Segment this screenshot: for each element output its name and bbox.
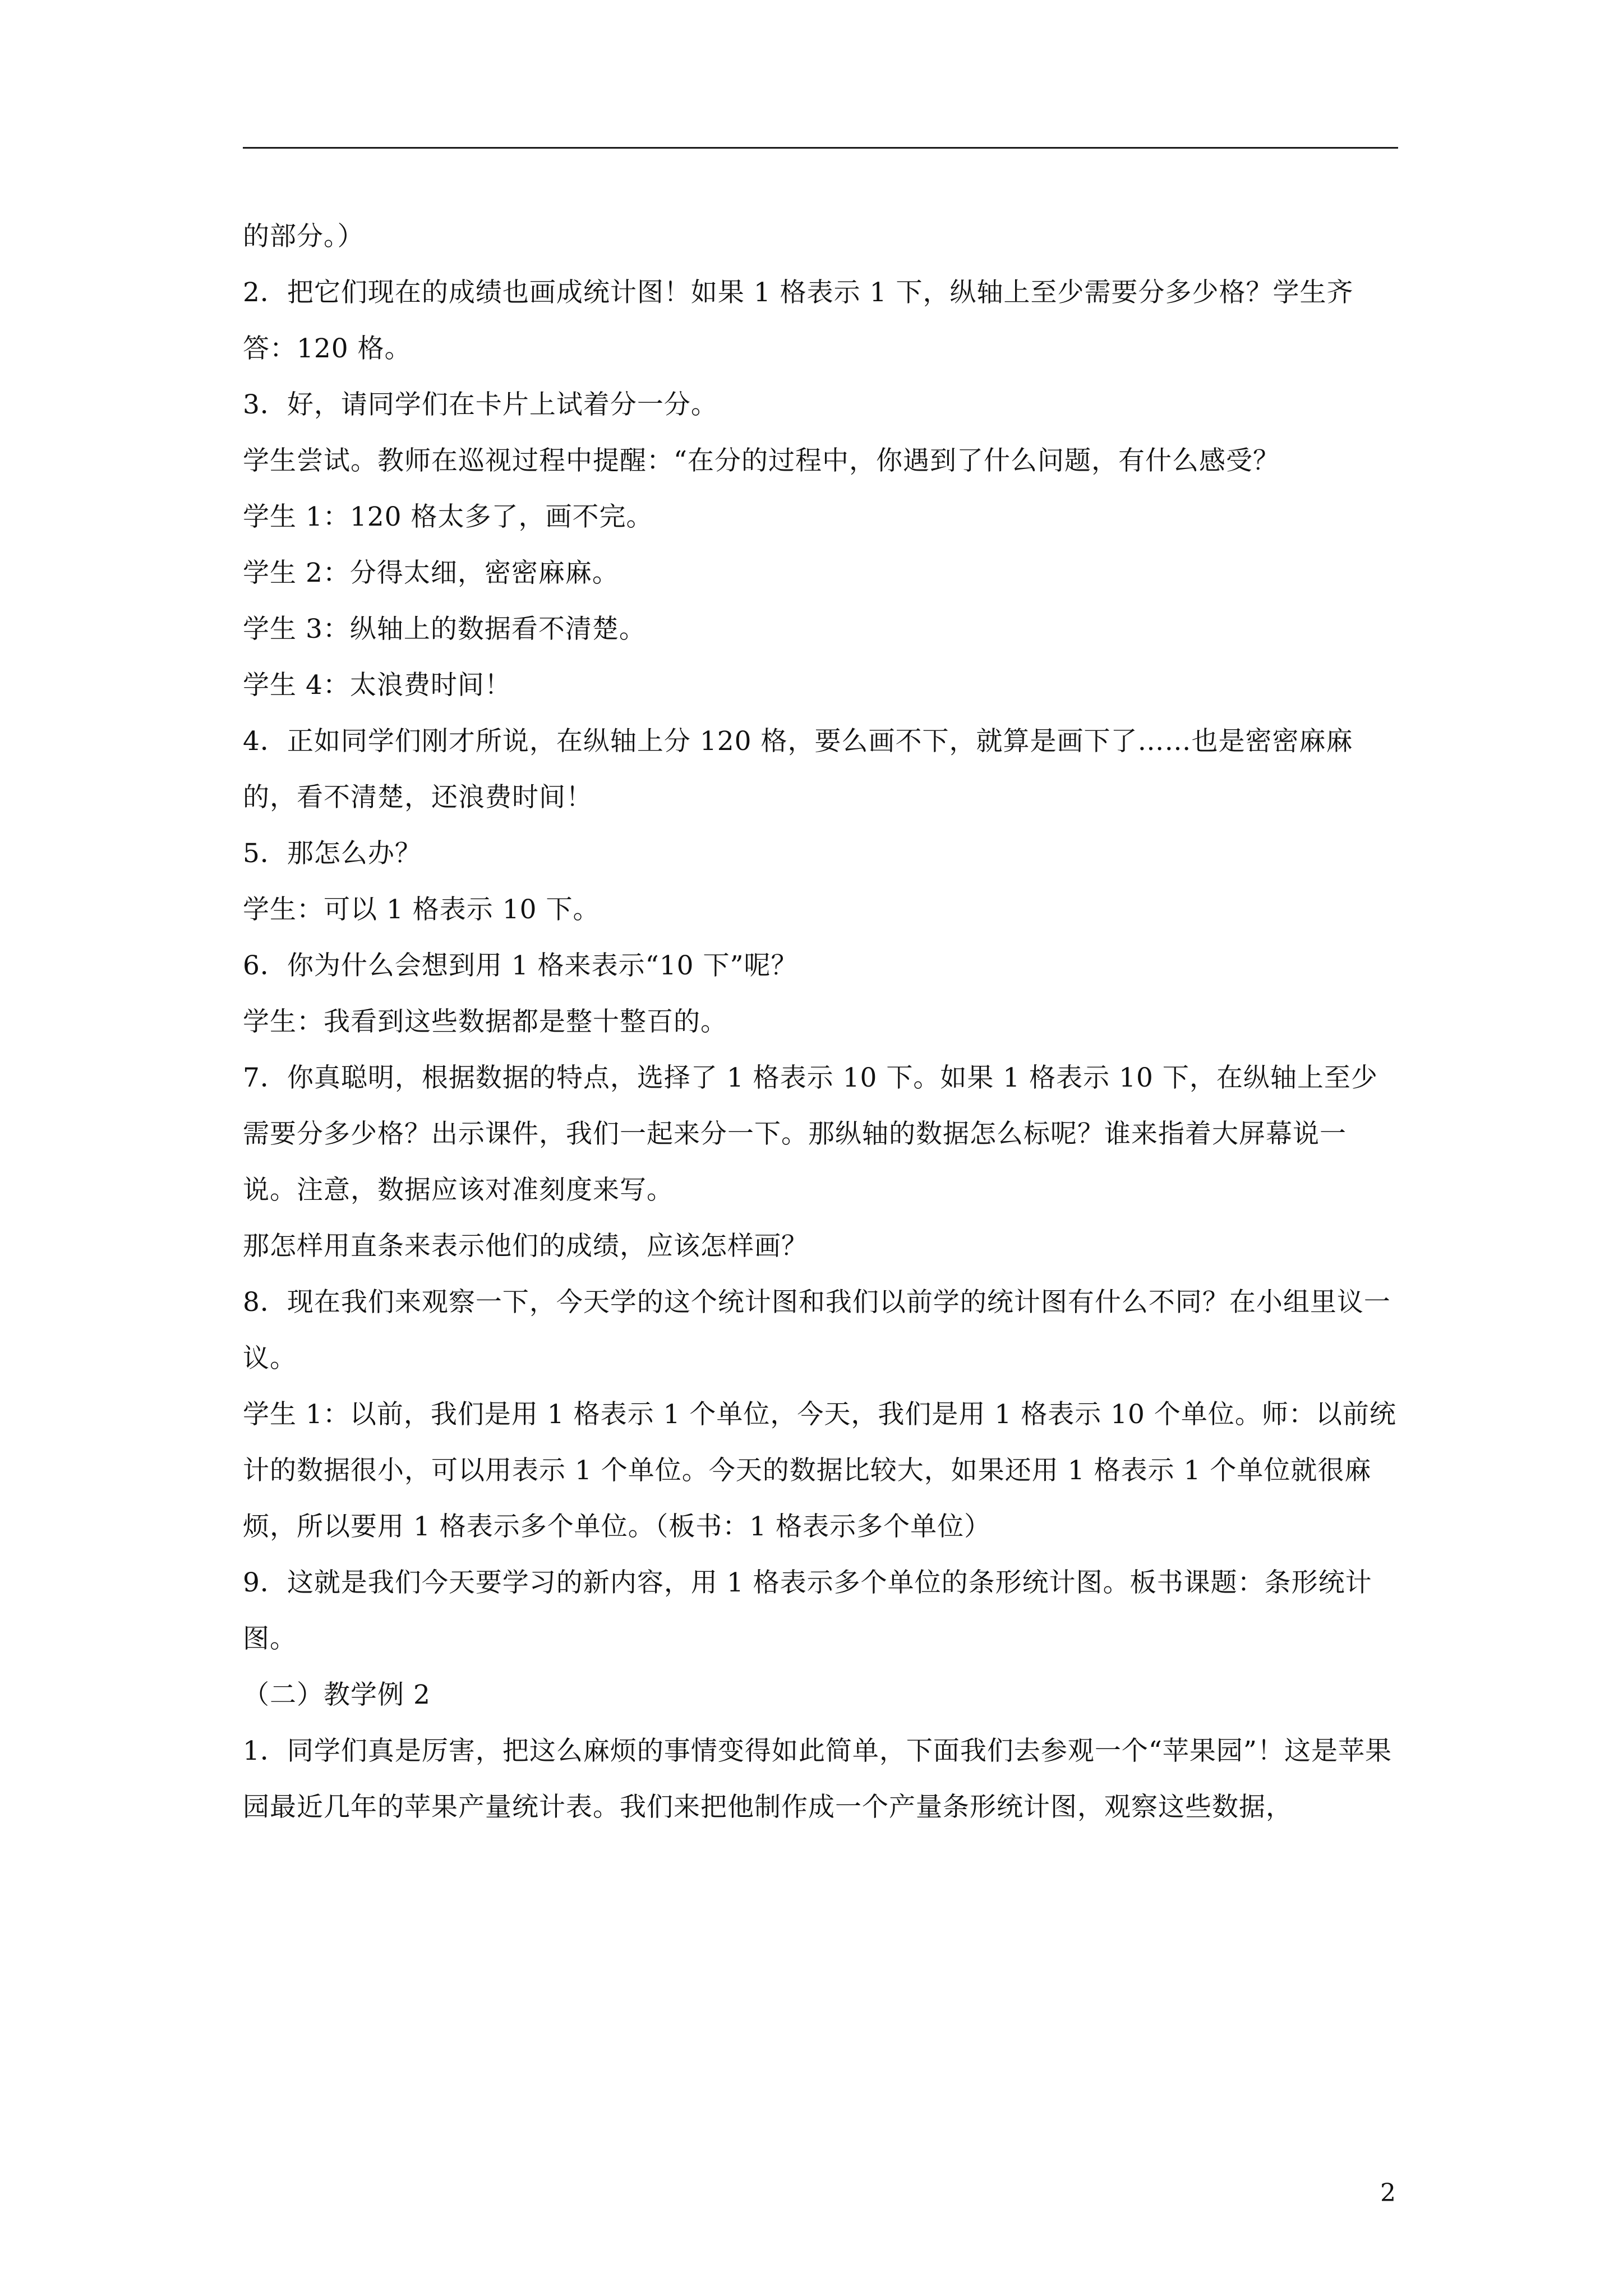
paragraph: 9．这就是我们今天要学习的新内容，用 1 格表示多个单位的条形统计图。板书课题：条形统计图。 xyxy=(243,1567,1372,1654)
paragraph: 学生：我看到这些数据都是整十整百的。 xyxy=(243,1006,727,1037)
document-body xyxy=(243,209,1398,1835)
section-heading: （二）教学例 2 xyxy=(243,1680,431,1710)
page-number: 2 xyxy=(1380,2179,1396,2207)
paragraph: 那怎样用直条来表示他们的成绩，应该怎样画？ xyxy=(243,1231,808,1262)
paragraph: 1．同学们真是厉害，把这么麻烦的事情变得如此简单，下面我们去参观一个“苹果园”！这是苹果园最近几年的苹果产量统计表。我们来把他制作成一个产量条形统计图，观察这些数据， xyxy=(243,1736,1392,1823)
paragraph: 4．正如同学们刚才所说，在纵轴上分 120 格，要么画不下，就算是画下了……也是密密麻麻的，看不清楚，还浪费时间！ xyxy=(243,726,1353,813)
paragraph: 学生：可以 1 格表示 10 下。 xyxy=(243,894,600,925)
paragraph: 6．你为什么会想到用 1 格来表示“10 下”呢？ xyxy=(243,950,798,981)
paragraph: 学生尝试。教师在巡视过程中提醒：“在分的过程中，你遇到了什么问题，有什么感受？ xyxy=(243,445,1280,476)
paragraph: 7．你真聪明，根据数据的特点，选择了 1 格表示 10 下。如果 1 格表示 10 下，在纵轴上至少需要分多少格？出示课件，我们一起来分一下。那纵轴的数据怎么标呢？谁来指着大屏幕说一说。注意，数据应该对准刻度来写。 xyxy=(243,1062,1378,1205)
header-rule xyxy=(243,147,1398,149)
paragraph: 的部分。） xyxy=(243,221,365,252)
paragraph: 5．那怎么办？ xyxy=(243,838,422,869)
paragraph: 3．好，请同学们在卡片上试着分一分。 xyxy=(243,389,718,420)
paragraph: 学生 2：分得太细，密密麻麻。 xyxy=(243,558,619,588)
paragraph: 2．把它们现在的成绩也画成统计图！如果 1 格表示 1 下，纵轴上至少需要分多少格？学生齐答：120 格。 xyxy=(243,277,1354,364)
paragraph: 学生 4：太浪费时间！ xyxy=(243,670,511,701)
paragraph: 学生 1：以前，我们是用 1 格表示 1 个单位，今天，我们是用 1 格表示 10 个单位。师：以前统计的数据很小，可以用表示 1 个单位。今天的数据比较大，如果还用 1 格表示 1 个单位就很麻烦，所以要用 1 格表示多个单位。（板书：1 格表示多个单位） xyxy=(243,1399,1396,1542)
paragraph: 学生 1：120 格太多了，画不完。 xyxy=(243,501,653,532)
paragraph: 8．现在我们来观察一下，今天学的这个统计图和我们以前学的统计图有什么不同？在小组里议一议。 xyxy=(243,1287,1391,1374)
paragraph: 学生 3：纵轴上的数据看不清楚。 xyxy=(243,614,646,645)
